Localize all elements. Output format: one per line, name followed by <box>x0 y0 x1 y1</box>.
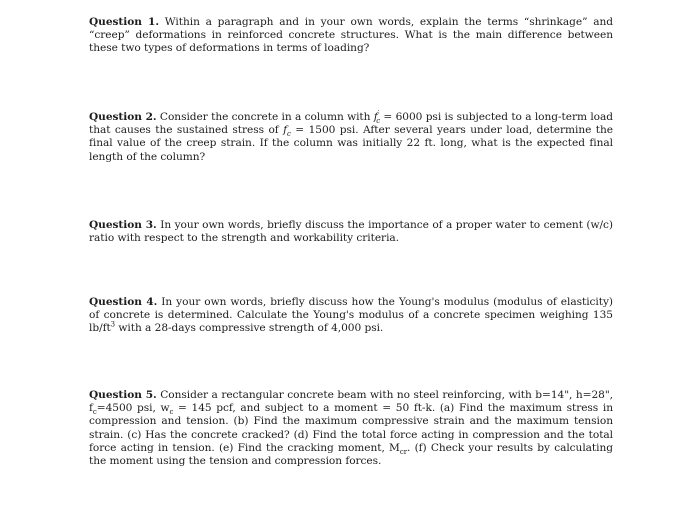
question-3-text: In your own words, briefly discuss the importance of a proper water to cement (w/c) ratio with respect to the strength and workability criteria. <box>89 219 613 245</box>
fc-symbol: $f_c$ <box>283 124 291 139</box>
question-5-text-part2: =4500 psi, w <box>96 402 170 415</box>
question-3 <box>89 219 613 245</box>
question-4-text-part2: with a 28-days compressive strength of 4,000 psi. <box>115 322 384 335</box>
question-3-label: Question 3. <box>89 219 157 231</box>
question-4 <box>89 296 613 336</box>
question-2-text-part2: = 6000 psi is subjected to a long-term load that causes the sustained stress of <box>89 111 613 137</box>
question-1 <box>89 16 613 56</box>
question-5-text-part4: . (f) Check your results by calculating the moment using the tension and compression forces. <box>89 441 613 468</box>
question-2 <box>89 111 613 164</box>
fc-prime-symbol: $f'_c$ <box>373 109 381 126</box>
question-4-text-part1: In your own words, briefly discuss how the Young's modulus (modulus of elasticity) of concrete is determined. Calculate the Young's modulus of a concrete specimen weighing 135 lb/ft <box>89 296 613 335</box>
question-4-label: Question 4. <box>89 296 158 308</box>
question-2-text-part3: = 1500 psi. After several years under load, determine the final value of the creep strain. If the column was initially 22 ft. long, what is the expected final length of the column? <box>89 124 613 163</box>
question-5: Question 5. Consider a rectangular concrete beam with no steel reinforcing, with b=14", h=28", $f_c=4500$ psi, $w_c = 145$ pcf, and subject to a moment = 50 ft-k. (a) Find the maximum stress in compression and tension. (b) Find the maximum compressive strain and the maximum tension strain. (c) Has the concrete cracked? (d) Find the total force acting in compression and the total force acting in tension. (e) Find the cracking moment, $M_{cr}$. (f) Check your results by calculating the moment using the tension and compression forces. <box>89 389 613 468</box>
cubed-superscript: 3 <box>110 320 116 329</box>
question-2-text-part1: Consider the concrete in a column with <box>159 111 374 123</box>
question-1-text: Within a paragraph and in your own words, explain the terms “shrinkage” and “creep” deformations in reinforced concrete structures. What is the main difference between these two types of deformations in terms of loading? <box>89 16 613 55</box>
question-5-label: Question 5. <box>89 389 157 401</box>
question-2-label: Question 2. <box>89 111 157 123</box>
question-1-label: Question 1. <box>89 16 159 28</box>
question-5-text-part3: = 145 pcf, and subject to a moment = 50 ft-k. (a) Find the maximum stress in compression and tension. (b) Find the maximum compressive strain and the maximum tension strain. (c) Has the concrete cracked? (d) Find the total force acting in compression and the total force acting in tension. (e) Find the cracking moment, M <box>89 402 613 454</box>
question-5-text-part1: Consider a rectangular concrete beam with no steel reinforcing, with b=14", h=28", f <box>89 389 613 415</box>
